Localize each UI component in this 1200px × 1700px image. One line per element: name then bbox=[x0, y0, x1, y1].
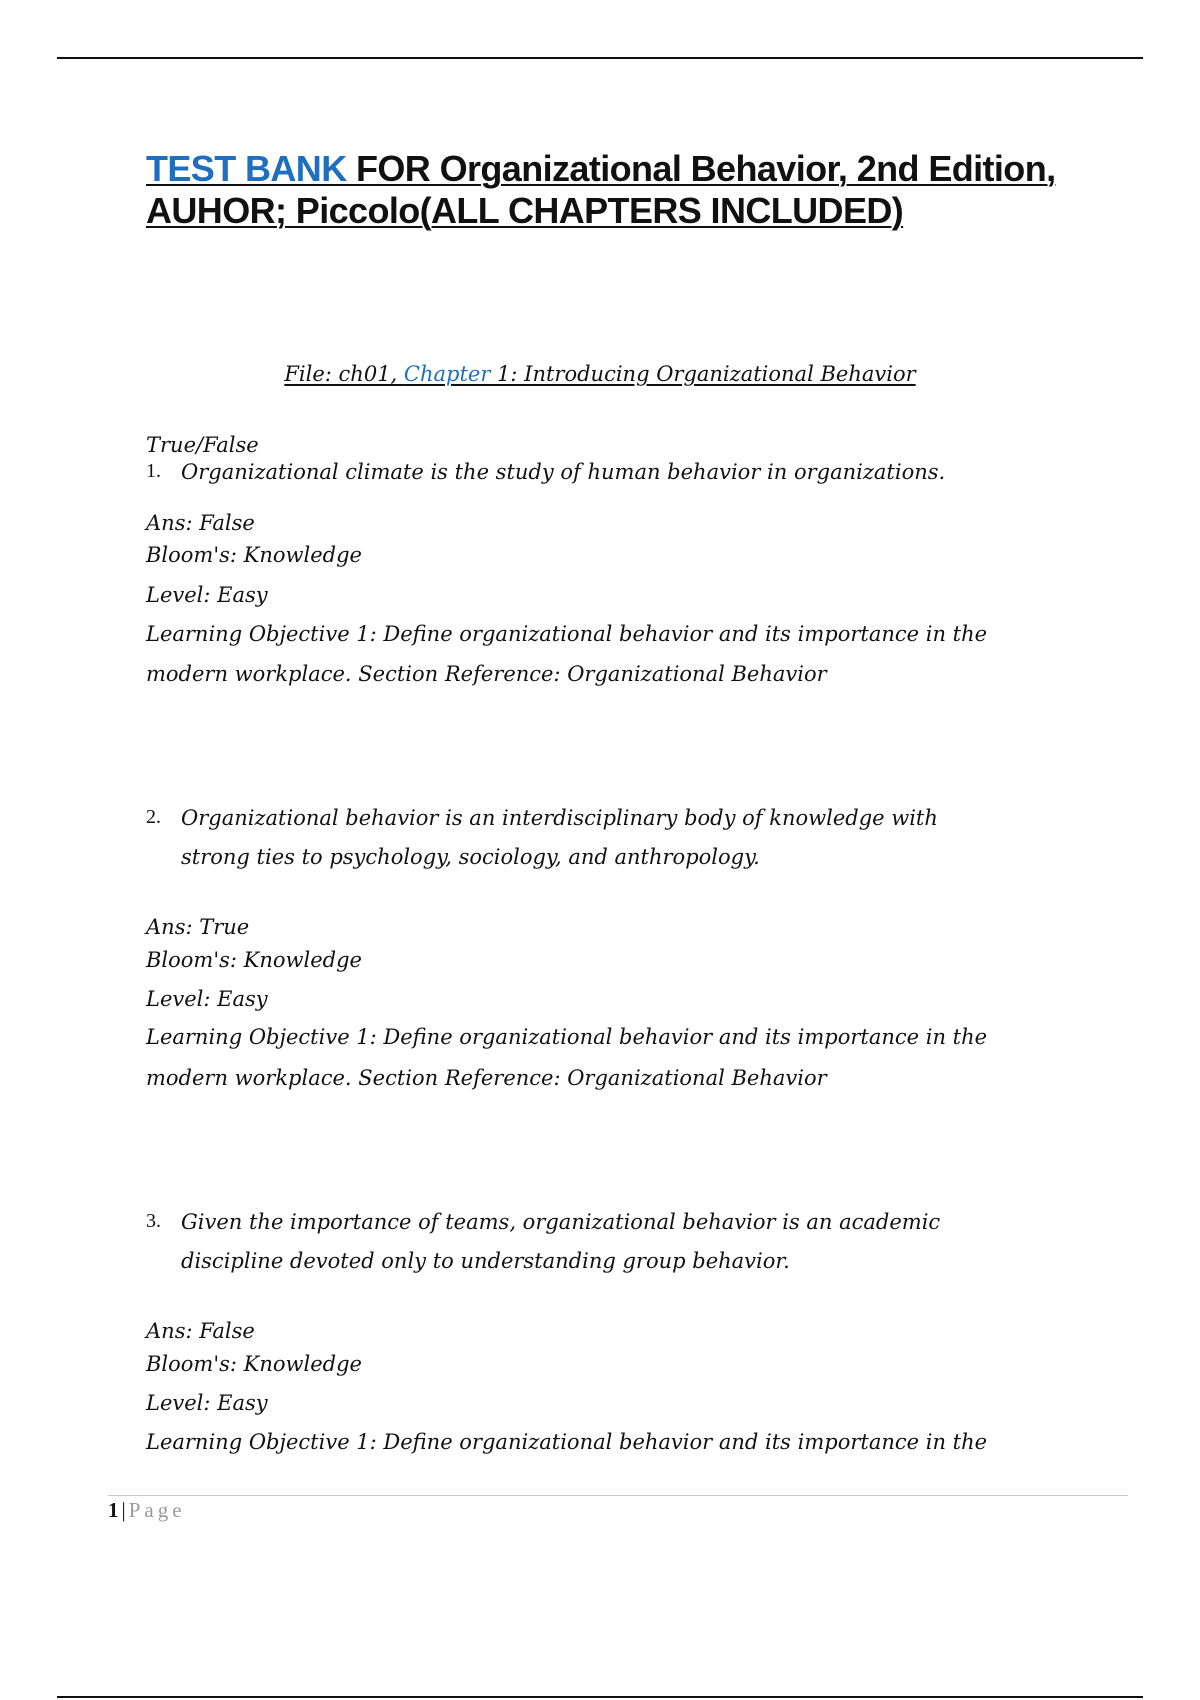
file-chapter-heading bbox=[0, 362, 1200, 386]
page-label: Page bbox=[128, 1498, 186, 1522]
question-number: 3. bbox=[146, 1210, 161, 1232]
question-text: Organizational behavior is an interdisciplinary body of knowledge with bbox=[181, 806, 938, 830]
page-number: 1 bbox=[108, 1498, 119, 1522]
question-text: Organizational climate is the study of human behavior in organizations. bbox=[181, 460, 946, 484]
question-text: Given the importance of teams, organizational behavior is an academic bbox=[181, 1210, 941, 1234]
level: Level: Easy bbox=[146, 1391, 268, 1415]
learning-objective: Learning Objective 1: Define organizational behavior and its importance in the bbox=[146, 622, 988, 646]
blooms: Bloom's: Knowledge bbox=[146, 1352, 362, 1376]
footer-rule bbox=[108, 1495, 1128, 1496]
answer: Ans: False bbox=[146, 511, 255, 535]
chapter-title: 1: Introducing Organizational Behavior bbox=[497, 362, 916, 386]
learning-objective-cont: modern workplace. Section Reference: Organizational Behavior bbox=[146, 662, 827, 686]
top-rule bbox=[57, 57, 1143, 59]
title-accent: TEST BANK bbox=[146, 148, 357, 189]
bottom-rule bbox=[57, 1696, 1143, 1698]
question-text-cont: strong ties to psychology, sociology, and anthropology. bbox=[181, 845, 760, 869]
question-number: 2. bbox=[146, 806, 161, 828]
level: Level: Easy bbox=[146, 987, 268, 1011]
chapter-link[interactable]: Chapter bbox=[403, 362, 498, 386]
learning-objective: Learning Objective 1: Define organizational behavior and its importance in the bbox=[146, 1025, 988, 1049]
answer: Ans: False bbox=[146, 1319, 255, 1343]
question-number: 1. bbox=[146, 460, 161, 482]
learning-objective: Learning Objective 1: Define organizational behavior and its importance in the bbox=[146, 1430, 988, 1454]
question-text-cont: discipline devoted only to understanding group behavior. bbox=[181, 1249, 790, 1273]
learning-objective-cont: modern workplace. Section Reference: Organizational Behavior bbox=[146, 1066, 827, 1090]
document-title bbox=[146, 148, 1136, 232]
file-prefix: File: ch01, bbox=[284, 362, 404, 386]
answer: Ans: True bbox=[146, 915, 250, 939]
level: Level: Easy bbox=[146, 583, 268, 607]
title-rest: FOR Organizational Behavior, 2nd Edition, AUHOR; Piccolo(ALL CHAPTERS INCLUDED) bbox=[146, 148, 1056, 231]
blooms: Bloom's: Knowledge bbox=[146, 948, 362, 972]
footer-separator: | bbox=[121, 1498, 126, 1522]
section-label: True/False bbox=[146, 433, 259, 457]
blooms: Bloom's: Knowledge bbox=[146, 543, 362, 567]
page-footer bbox=[108, 1498, 186, 1523]
